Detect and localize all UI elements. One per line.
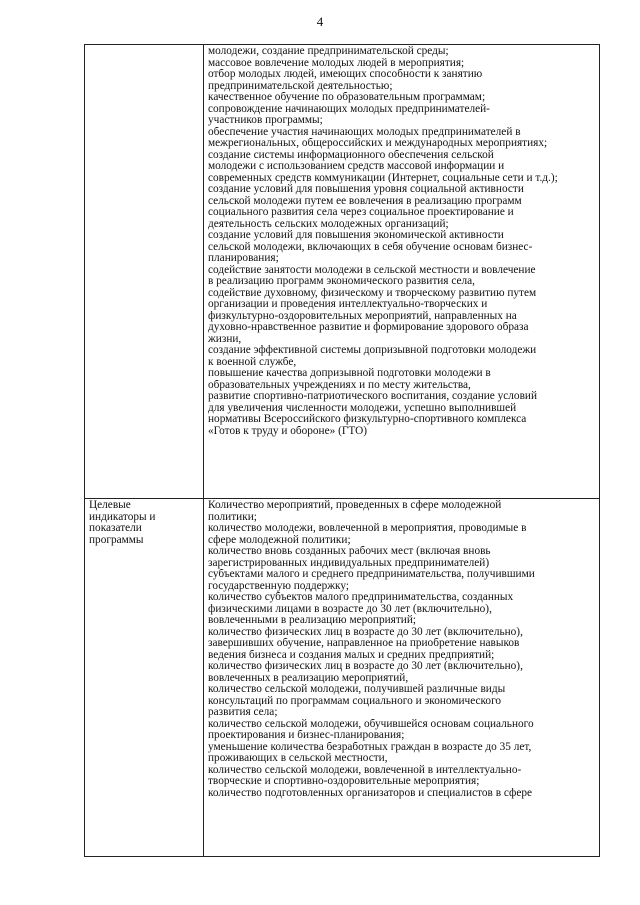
text-line: в реализацию программ экономического развития села, [208, 276, 475, 287]
text-line: консультаций по программам социального и экономического [208, 695, 502, 707]
label-line: Целевые [89, 500, 131, 511]
text-line: физическими лицами в возрасте до 30 лет (включительно), [208, 603, 492, 615]
label-line: программы [89, 534, 144, 546]
page-number: 4 [316, 14, 324, 29]
table-row [85, 45, 600, 499]
text-line: молодежи, создание предпринимательской среды; [208, 46, 449, 57]
text-line: создание системы информационного обеспечения сельской [208, 149, 494, 161]
row2-label-cell [85, 499, 204, 857]
text-line: количество сельской молодежи, обучившейся основам социального [208, 718, 534, 730]
label-line: индикаторы и [89, 511, 156, 523]
text-line: количество сельской молодежи, получившей различные виды [208, 684, 506, 695]
text-line: современных средств коммуникации (Интернет, социальные сети и т.д.); [208, 172, 558, 184]
text-line: образовательных учреждениях и по месту жительства, [208, 379, 471, 391]
text-line: уменьшение количества безработных граждан в возрасте до 35 лет, [208, 741, 532, 753]
text-line: сельской молодежи путем ее вовлечения в реализацию программ [208, 195, 522, 207]
table-row [85, 499, 600, 857]
text-line: количество сельской молодежи, вовлеченной в интеллектуально- [208, 764, 522, 776]
text-line: нормативы Всероссийского физкультурно-спортивного комплекса [208, 414, 527, 425]
text-line: создание эффективной системы допризывной подготовки молодежи [208, 345, 537, 356]
text-line: физкультурно-оздоровительных мероприятий, направленных на [208, 310, 517, 322]
row2-label-lines [89, 500, 201, 546]
text-line: количество молодежи, вовлеченной в мероприятия, проводимые в [208, 523, 527, 534]
text-line: количество подготовленных организаторов и специалистов в сфере [208, 787, 533, 799]
text-line: молодежи с использованием средств массовой информации и [208, 161, 505, 172]
text-line: планирования; [208, 253, 279, 264]
label-line: показатели [89, 523, 142, 534]
text-line: для увеличения численности молодежи, успешно выполнившей [208, 402, 517, 414]
text-line: развитие спортивно-патриотического воспитания, создание условий [208, 391, 538, 402]
text-line: отбор молодых людей, имеющих способности к занятию [208, 69, 483, 80]
text-line: духовно-нравственное развитие и формирование здорового образа [208, 322, 529, 333]
text-line: проектирования и бизнес-планирования; [208, 730, 405, 741]
text-line: Количество мероприятий, проведенных в сфере молодежной [208, 500, 502, 511]
text-line: развития села; [208, 707, 278, 718]
text-line: деятельность сельских молодежных организаций; [208, 218, 449, 230]
text-line: содействие занятости молодежи в сельской местности и вовлечение [208, 264, 536, 276]
text-line: зарегистрированных индивидуальных предпринимателей) [208, 557, 490, 569]
text-line: к военной службе, [208, 356, 297, 368]
text-line: проживающих в сельской местности, [208, 753, 388, 764]
text-line: межрегиональных, общероссийских и международных мероприятиях; [208, 138, 548, 149]
text-line: вовлеченными в реализацию мероприятий; [208, 615, 417, 626]
text-line: завершивших обучение, направленное на приобретение навыков [208, 638, 520, 649]
text-line: количество вновь созданных рабочих мест (включая вновь [208, 546, 491, 557]
text-line: творческие и спортивно-оздоровительные мероприятия; [208, 776, 480, 787]
row1-lines [208, 46, 597, 437]
row1-content-cell [204, 45, 600, 499]
text-line: количество физических лиц в возрасте до 30 лет (включительно), [208, 661, 523, 672]
text-line: создание условий для повышения экономической активности [208, 230, 504, 241]
row2-lines [208, 500, 597, 799]
row2-content-cell [204, 499, 600, 857]
text-line: «Готов к труду и обороне» (ГТО) [208, 425, 368, 437]
text-line: сельской молодежи, включающих в себя обучение основам бизнес- [208, 241, 533, 253]
text-line: предпринимательской деятельностью; [208, 80, 393, 92]
text-line: сопровождение начинающих молодых предпринимателей- [208, 103, 490, 115]
text-line: количество физических лиц в возрасте до 30 лет (включительно), [208, 626, 523, 638]
text-line: социального развития села через социальное проектирование и [208, 207, 514, 218]
text-line: массовое вовлечение молодых людей в мероприятия; [208, 57, 465, 69]
text-line: обеспечение участия начинающих молодых предпринимателей в [208, 126, 521, 138]
row1-label-cell [85, 45, 204, 499]
text-line: организации и проведения интеллектуально-творческих и [208, 299, 488, 310]
text-line: сфере молодежной политики; [208, 534, 351, 546]
text-line: создание условий для повышения уровня социальной активности [208, 184, 524, 195]
text-line: субъектами малого и среднего предпринимательства, получившими [208, 569, 535, 580]
text-line: политики; [208, 511, 257, 523]
text-line: повышение качества допризывной подготовки молодежи в [208, 368, 491, 379]
program-table [84, 44, 600, 857]
text-line: государственную поддержку; [208, 580, 350, 592]
text-line: содействие духовному, физическому и творческому развитию путем [208, 287, 537, 299]
text-line: жизни, [208, 333, 242, 345]
text-line: участников программы; [208, 115, 323, 126]
text-line: вовлеченных в реализацию мероприятий, [208, 672, 409, 684]
text-line: качественное обучение по образовательным программам; [208, 92, 486, 103]
text-line: количество субъектов малого предпринимательства, созданных [208, 592, 514, 603]
text-line: ведения бизнеса и создания малых и средних предприятий; [208, 649, 495, 661]
